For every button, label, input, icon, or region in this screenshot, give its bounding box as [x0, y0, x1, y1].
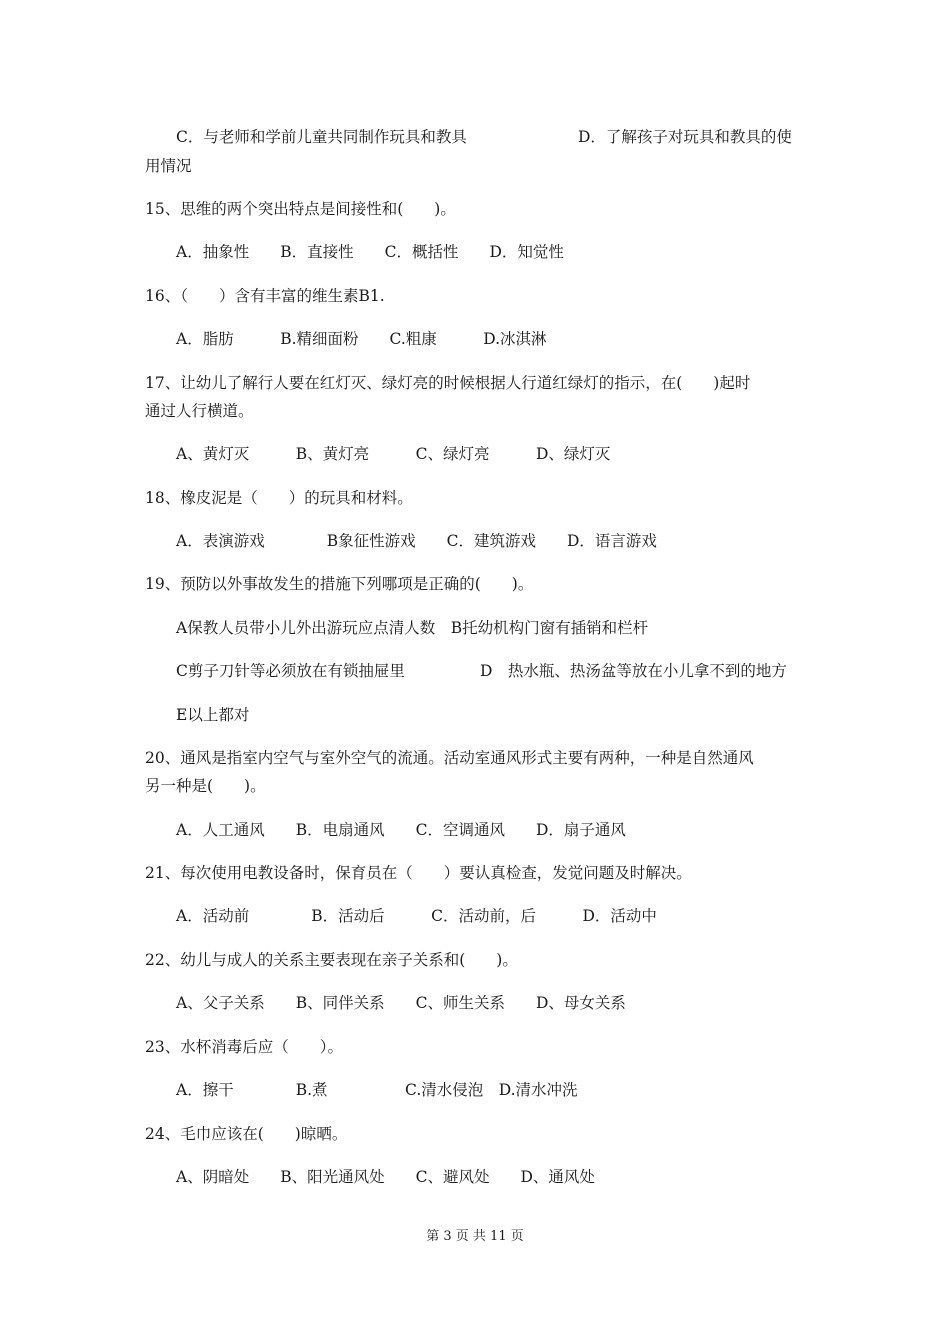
q19-option-e: E以上都对 — [176, 706, 250, 724]
question-17: 17、让幼儿了解行人要在红灯灭、绿灯亮的时候根据人行道红绿灯的指示，在( )起时 — [145, 374, 751, 392]
q24-options: A、阴暗处 B、阳光通风处 C、避风处 D、通风处 — [176, 1168, 595, 1186]
q19-option-c: C剪子刀针等必须放在有锁抽屉里 — [176, 662, 405, 680]
q14-option-d: D．了解孩子对玩具和教具的使 — [578, 128, 792, 146]
question-19: 19、预防以外事故发生的措施下列哪项是正确的( )。 — [145, 575, 534, 593]
q19-options-ab: A保教人员带小儿外出游玩应点清人数 B托幼机构门窗有插销和栏杆 — [176, 619, 649, 637]
question-17-continued: 通过人行横道。 — [145, 402, 254, 420]
q22-options: A、父子关系 B、同伴关系 C、师生关系 D、母女关系 — [176, 994, 626, 1012]
question-20: 20、通风是指室内空气与室外空气的流通。活动室通风形式主要有两种，一种是自然通风 — [145, 749, 754, 767]
q18-options: A．表演游戏 B象征性游戏 C．建筑游戏 D．语言游戏 — [176, 532, 657, 550]
question-24: 24、毛巾应该在( )晾晒。 — [145, 1125, 348, 1143]
question-22: 22、幼儿与成人的关系主要表现在亲子关系和( )。 — [145, 951, 518, 969]
q19-option-d: D 热水瓶、热汤盆等放在小儿拿不到的地方 — [480, 662, 787, 680]
question-15: 15、思维的两个突出特点是间接性和( )。 — [145, 200, 456, 218]
q14-option-d-continued: 用情况 — [145, 157, 192, 175]
q16-options: A．脂肪 B.精细面粉 C.粗康 D.冰淇淋 — [176, 330, 547, 348]
question-20-continued: 另一种是( )。 — [145, 777, 266, 795]
q17-options: A、黄灯灭 B、黄灯亮 C、绿灯亮 D、绿灯灭 — [176, 445, 611, 463]
question-21: 21、每次使用电教设备时，保育员在（ ）要认真检查，发觉问题及时解决。 — [145, 864, 692, 882]
q15-options: A．抽象性 B．直接性 C．概括性 D．知觉性 — [176, 243, 564, 261]
q14-option-c: C．与老师和学前儿童共同制作玩具和教具 — [176, 128, 467, 146]
page-footer: 第 3 页 共 11 页 — [426, 1229, 524, 1244]
question-18: 18、橡皮泥是（ ）的玩具和材料。 — [145, 489, 413, 507]
q23-options: A．擦干 B.煮 C.清水侵泡 D.清水冲洗 — [176, 1081, 578, 1099]
q20-options: A．人工通风 B．电扇通风 C．空调通风 D．扇子通风 — [176, 821, 626, 839]
question-23: 23、水杯消毒后应（ ）。 — [145, 1038, 343, 1056]
q21-options: A．活动前 B．活动后 C．活动前，后 D．活动中 — [176, 907, 657, 925]
question-16: 16、（ ）含有丰富的维生素B1. — [145, 287, 385, 305]
